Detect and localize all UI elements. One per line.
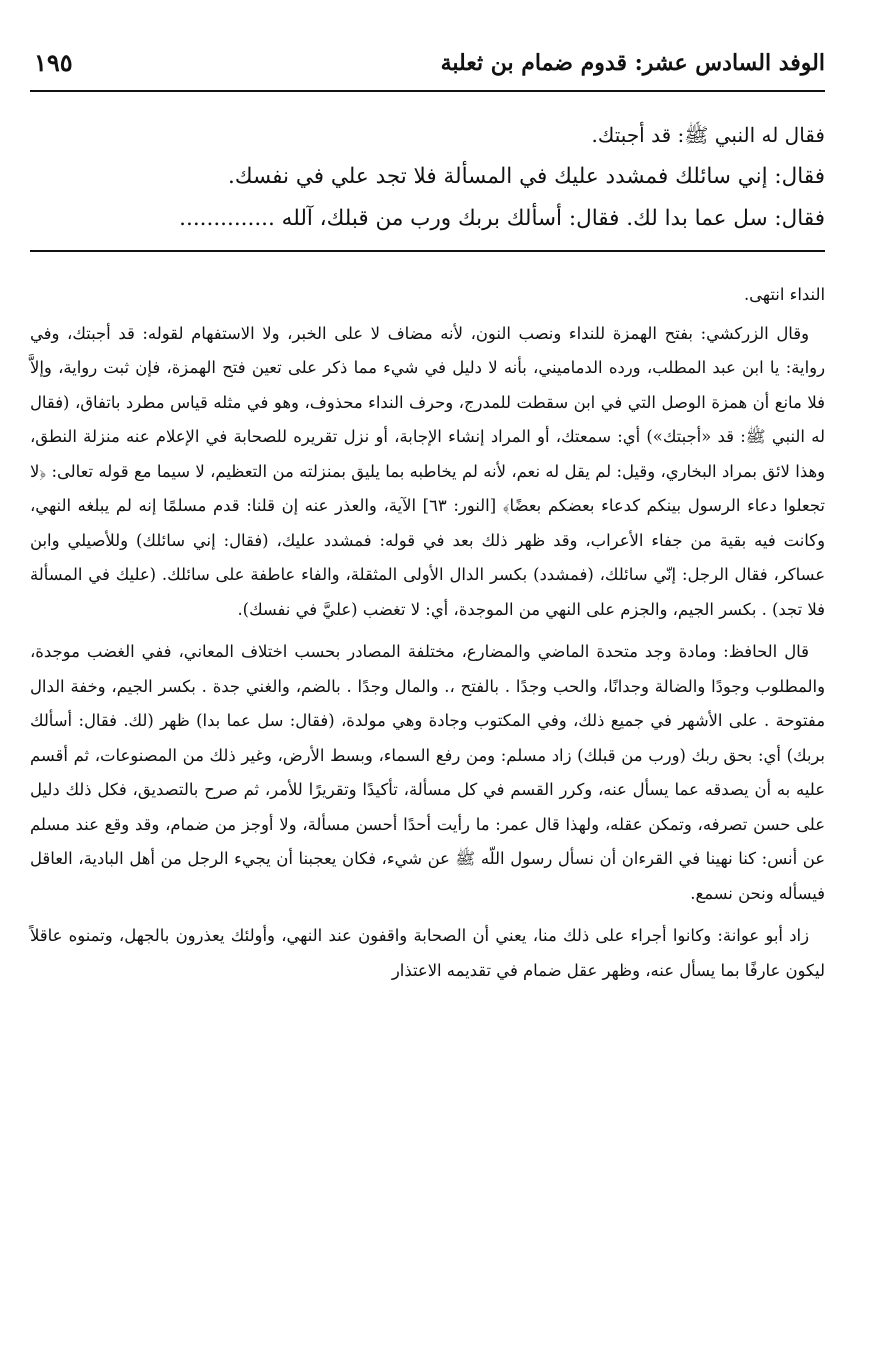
hadith-line: فقال: إني سائلك فمشدد عليك في المسألة فلا تجد علي في نفسك. — [228, 164, 825, 189]
commentary-paragraph: قال الحافظ: ومادة وجد متحدة الماضي والمضارع، مختلفة المصادر بحسب اختلاف المعاني، ففي الغضب موجدة، والمطلوب وجودًا والضالة وجدانًا، والحب وجدًا . بالفتح ،. والمال وجدًا . بالضم، والغني جدة . بكسر الجيم، وخفة الدال مفتوحة . على الأشهر في جميع ذلك، وفي المكتوب وجادة وهي مولدة، (فقال: سل عما بدا) ظهر (لك. فقال: أسألك بربك) أي: بحق ربك (ورب من قبلك) زاد مسلم: ومن رفع السماء، وبسط الأرض، وغير ذلك من المصنوعات، ثم أقسم عليه به أن يصدقه عما يسأل عنه، وكرر القسم في كل مسألة، تأكيدًا وتقريرًا للأمر، ثم صرح بالتصديق، فكل ذلك دليل على حسن تصرفه، وتمكن عقله، ولهذا قال عمر: ما رأيت أحدًا أحسن مسألة، ولا أوجز من ضمام، وقد وقع عند مسلم عن أنس: كنا نهينا في القرءان أن نسأل رسول اللّه ﷺ عن شيء، فكان يعجبنا أن يجيء الرجل من أهل البادية، العاقل فيسأله ونحن نسمع. — [30, 642, 825, 903]
book-page — [30, 38, 825, 996]
running-header — [30, 38, 825, 90]
hadith-text-block — [30, 92, 825, 250]
commentary-paragraph: وقال الزركشي: بفتح الهمزة للنداء ونصب النون، لأنه مضاف لا على الخبر، ولا الاستفهام لقوله: قد أجبتك، وفي رواية: يا ابن عبد المطلب، ورده الدماميني، بأنه لا دليل في شيء مما ذكر على تعين فتح الهمزة، فإن ثبت رواية، وإلاَّ فلا مانع أن همزة الوصل التي في ابن سقطت للمدرج، وحرف النداء محذوف، وهو في مثله قياس مطرد باتفاق، (فقال له النبي ﷺ: قد «أجبتك») أي: سمعتك، أو المراد إنشاء الإجابة، أو نزل تقريره للصحابة في الإعلام عنه منزلة النطق، وهذا لائق بمراد البخاري، وقيل: لم يقل له نعم، لأنه لم يخاطبه بما يليق بمنزلته من التعظيم، لا سيما مع قوله تعالى: ﴿لا تجعلوا دعاء الرسول بينكم كدعاء بعضكم بعضًا﴾ [النور: ٦٣] الآية، والعذر عنه إن قلنا: قدم مسلمًا إنه لم يبلغه النهي، وكانت فيه بقية من جفاء الأعراب، وقد ظهر ذلك بعد في قوله: فمشدد عليك، (فقال: إني سائلك) وللأصيلي وابن عساكر، فقال الرجل: إنّي سائلك، (فمشدد) بكسر الدال الأولى المثقلة، والفاء عاطفة على سائلك. (عليك في المسألة فلا تجد) . بكسر الجيم، والجزم على النهي من الموجدة، أي: لا تغضب (عليَّ في نفسك). — [30, 323, 825, 619]
commentary-block — [30, 252, 825, 988]
hadith-line: فقال: سل عما بدا لك. فقال: أسألك بربك ورب من قبلك، آلله .............. — [179, 206, 825, 231]
commentary-paragraph: زاد أبو عوانة: وكانوا أجراء على ذلك منا، يعني أن الصحابة واقفون عند النهي، وأولئك يعذرون بالجهل، وتمنوه عاقلاً ليكون عارفًا بما يسأل عنه، وظهر عقل ضمام في تقديمه الاعتذار — [30, 926, 825, 980]
commentary-paragraph: النداء انتهى. — [743, 285, 825, 304]
page-number: ١٩٥ — [34, 48, 73, 77]
chapter-title: الوفد السادس عشر: قدوم ضمام بن ثعلبة — [440, 50, 825, 76]
hadith-line: فقال له النبي ﷺ: قد أجبتك. — [591, 123, 825, 147]
